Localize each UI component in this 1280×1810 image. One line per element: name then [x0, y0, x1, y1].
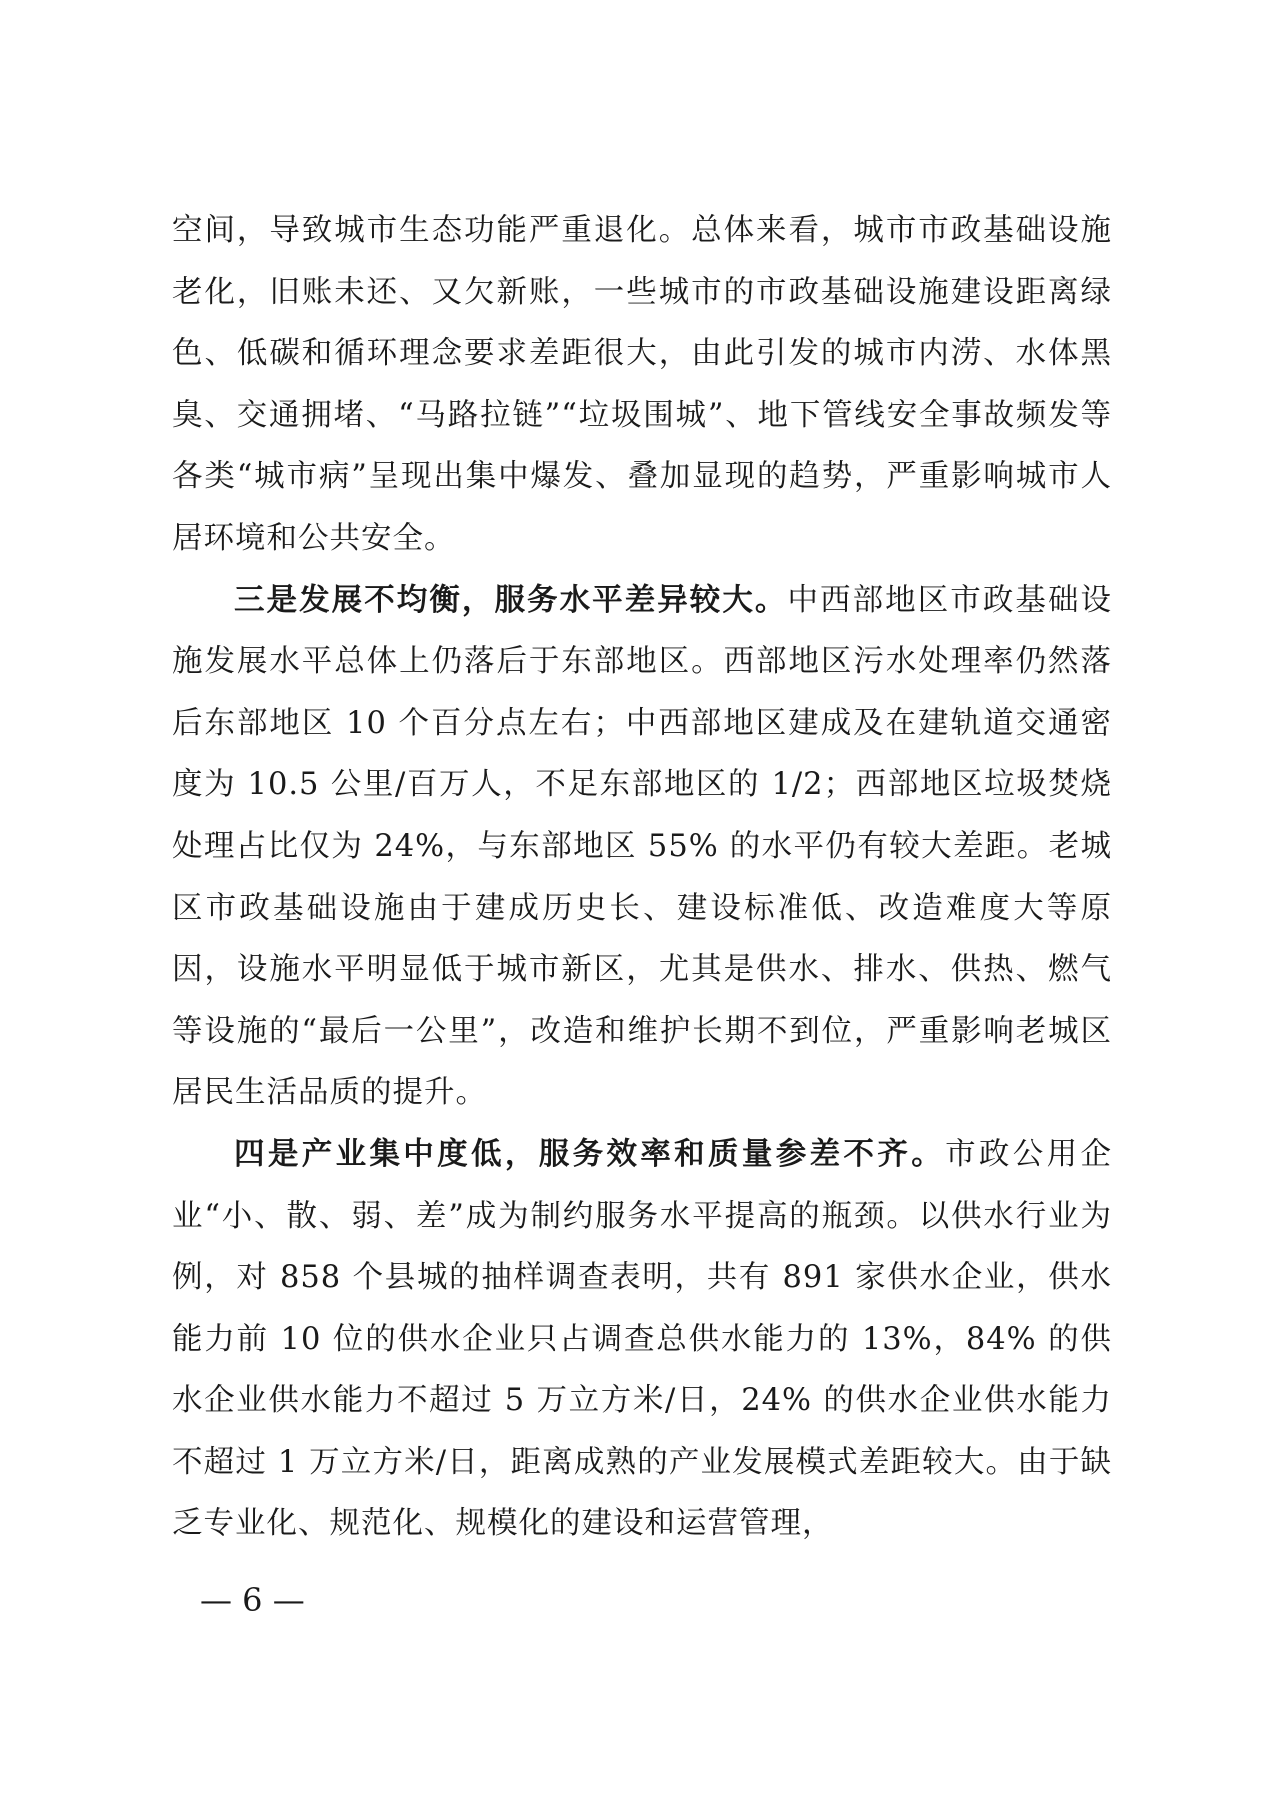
paragraph-text: 中西部地区市政基础设施发展水平总体上仍落后于东部地区。西部地区污水处理率仍然落后东部地区 10 个百分点左右；中西部地区建成及在建轨道交通密度为 10.5 公里/百万人，不足东部地区的 1/2；西部地区垃圾焚烧处理占比仅为 24%，与东部地区 55% 的水平仍有较大差距。老城区市政基础设施由于建成历史长、建设标准低、改造难度大等原因，设施水平明显低于城市新区，尤其是供水、排水、供热、燃气等设施的“最后一公里”，改造和维护长期不到位，严重影响老城区居民生活品质的提升。: [172, 582, 1113, 1111]
paragraph-lead-heading: 四是产业集中度低，服务效率和质量参差不齐。: [234, 1135, 946, 1172]
paragraph-lead-heading: 三是发展不均衡，服务水平差异较大。: [234, 581, 788, 618]
paragraph-continuation: [172, 200, 1112, 570]
paragraph-industry-concentration: [172, 1124, 1112, 1555]
paragraph-development-imbalance: [172, 570, 1112, 1124]
page-number: — 6 —: [200, 1581, 305, 1619]
paragraph-text: 空间，导致城市生态功能严重退化。总体来看，城市市政基础设施老化，旧账未还、又欠新账，一些城市的市政基础设施建设距离绿色、低碳和循环理念要求差距很大，由此引发的城市内涝、水体黑臭、交通拥堵、“马路拉链”“垃圾围城”、地下管线安全事故频发等各类“城市病”呈现出集中爆发、叠加显现的趋势，严重影响城市人居环境和公共安全。: [172, 213, 1112, 556]
body-text: [172, 200, 1112, 1555]
paragraph-text: 市政公用企业“小、散、弱、差”成为制约服务水平提高的瓶颈。以供水行业为例，对 858 个县城的抽样调查表明，共有 891 家供水企业，供水能力前 10 位的供水企业只占调查总供水能力的 13%，84% 的供水企业供水能力不超过 5 万立方米/日，24% 的供水企业供水能力不超过 1 万立方米/日，距离成熟的产业发展模式差距较大。由于缺乏专业化、规范化、规模化的建设和运营管理，: [172, 1136, 1113, 1542]
